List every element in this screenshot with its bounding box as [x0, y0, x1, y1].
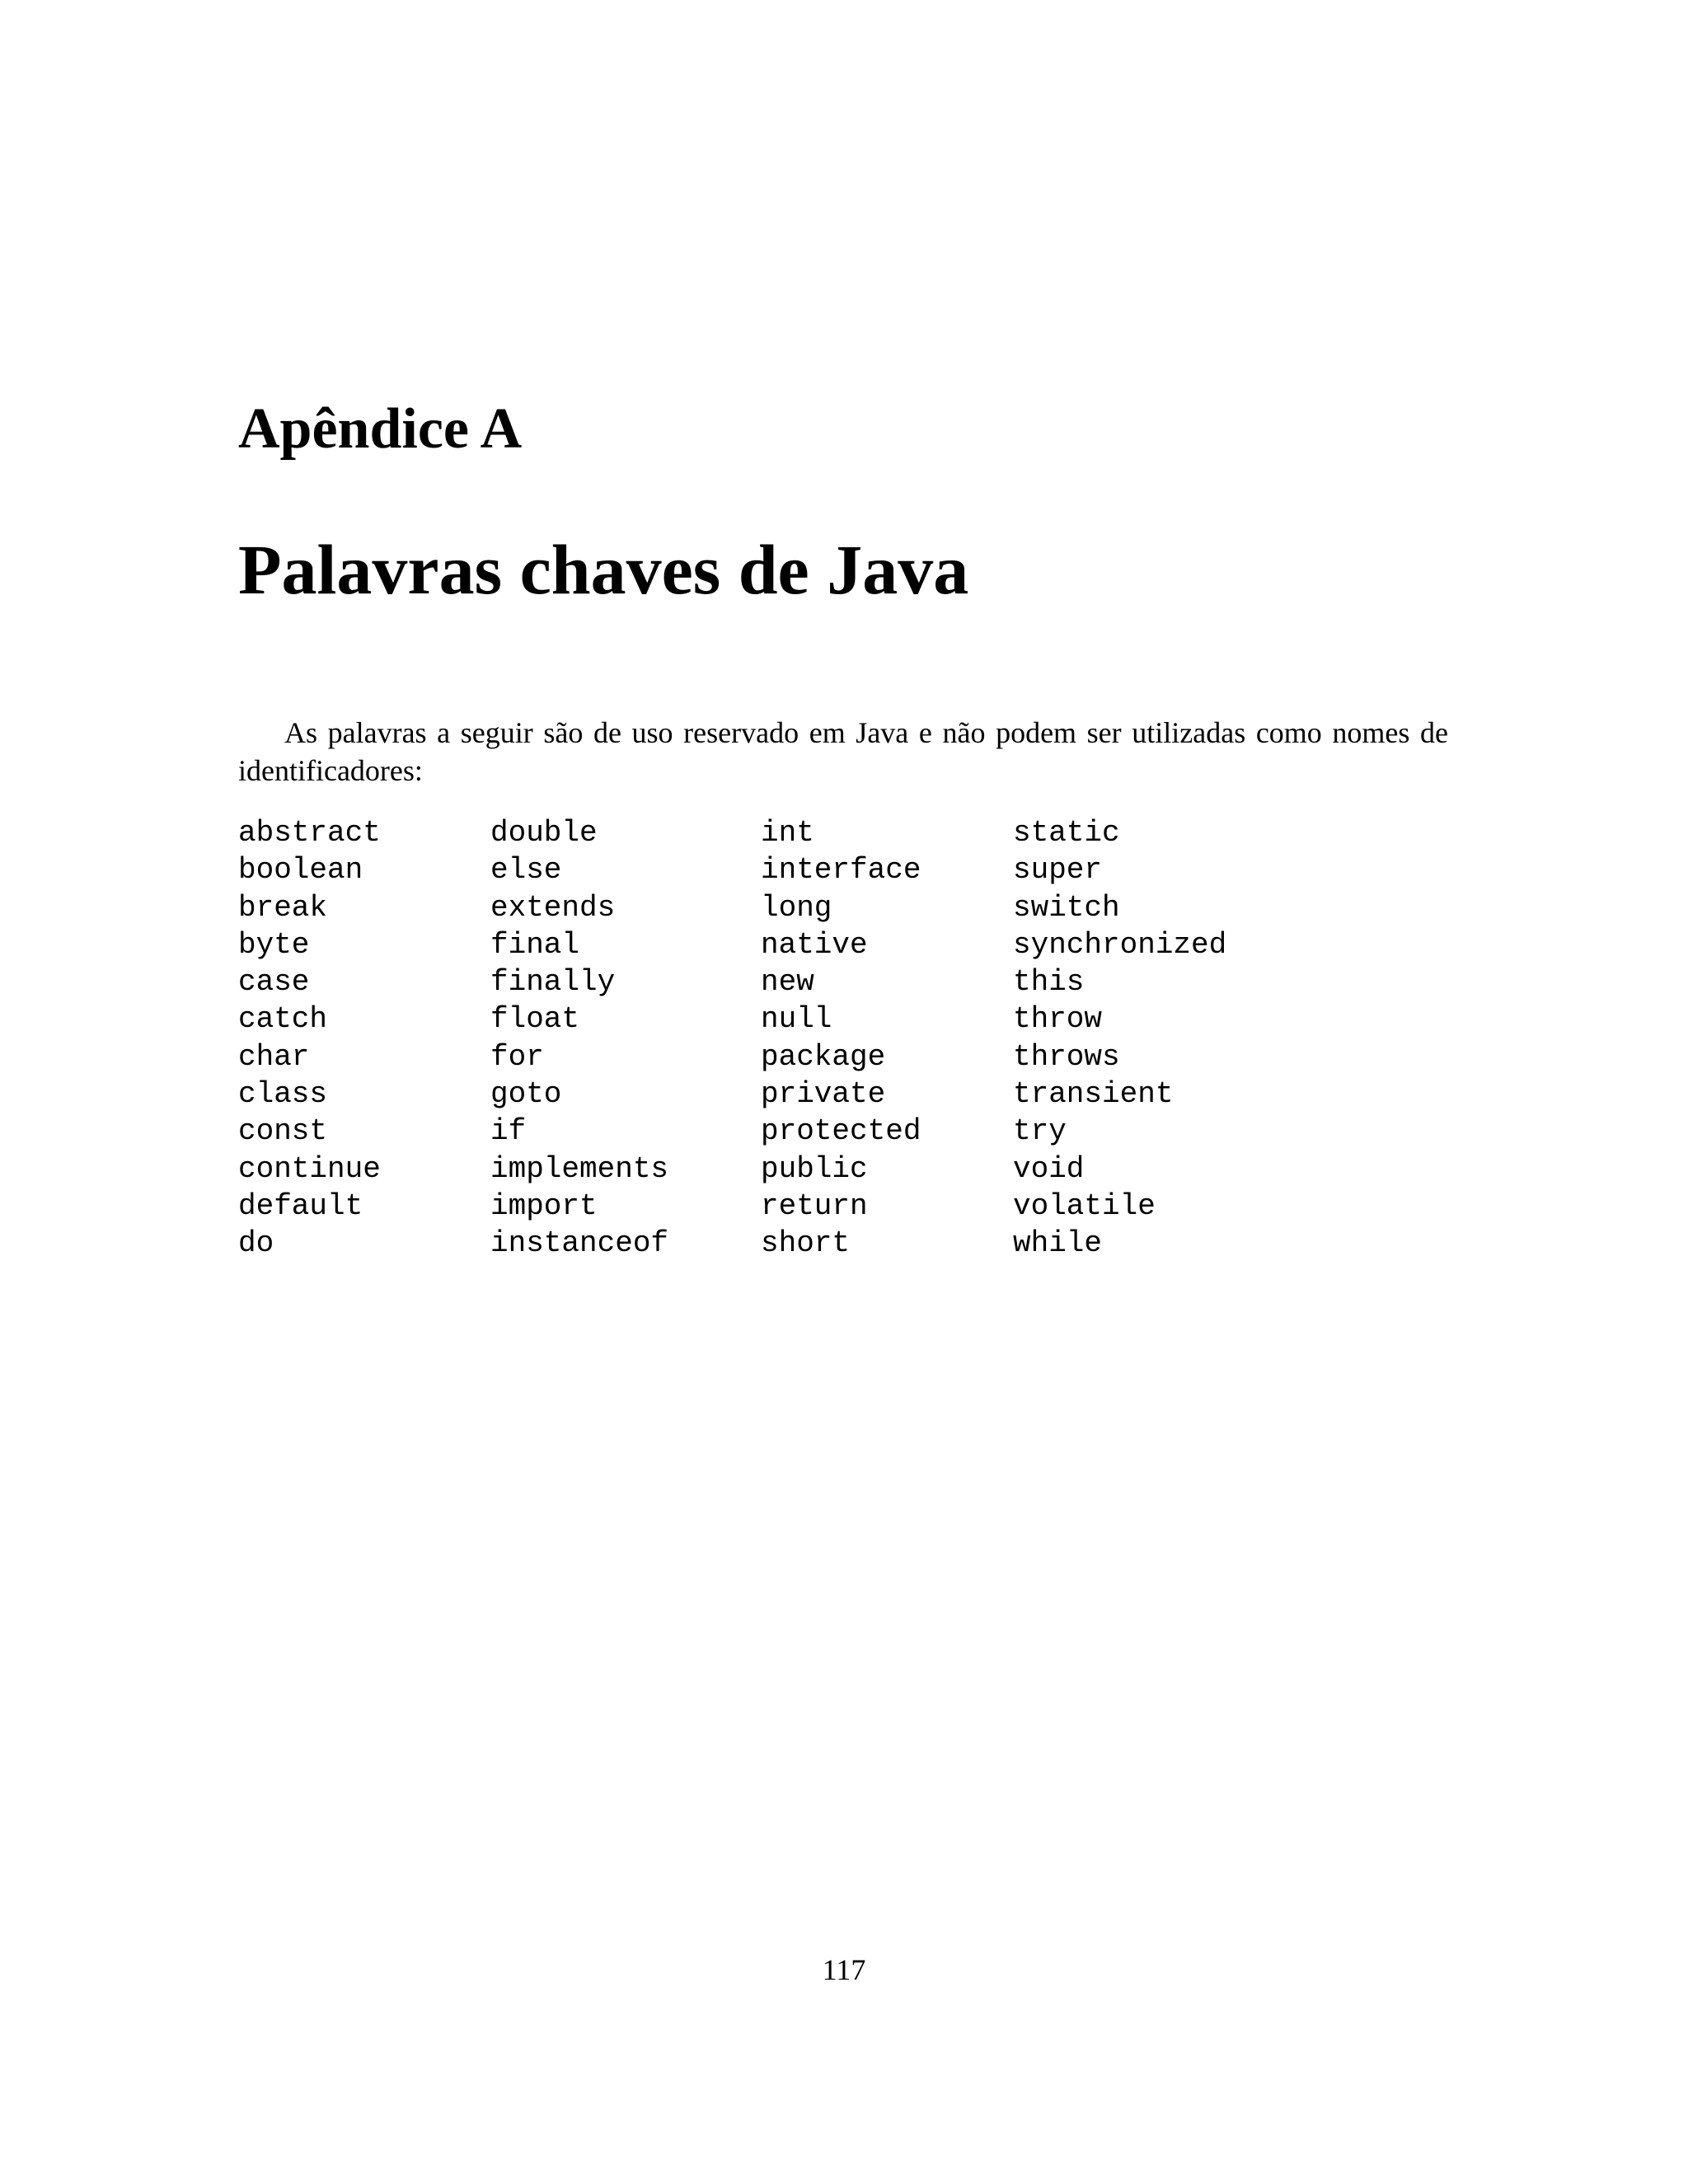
keyword: interface	[761, 853, 921, 888]
keyword: else	[490, 853, 562, 888]
chapter-title: Palavras chaves de Java	[238, 530, 969, 609]
keyword: protected	[761, 1114, 921, 1149]
keyword: int	[761, 816, 814, 850]
keyword: instanceof	[490, 1226, 669, 1261]
keyword: final	[490, 927, 580, 962]
keyword: void	[1013, 1151, 1085, 1186]
keyword: while	[1013, 1226, 1103, 1261]
keyword: this	[1013, 965, 1085, 1000]
intro-paragraph: As palavras a seguir são de uso reservado em Java e não podem ser utilizadas como nomes de identificadores:	[238, 716, 1448, 787]
keyword: abstract	[238, 816, 381, 850]
keyword: native	[761, 927, 868, 962]
keyword: null	[761, 1002, 832, 1037]
keyword: implements	[490, 1151, 669, 1186]
keyword: if	[490, 1114, 527, 1149]
keyword-column-1	[238, 814, 381, 1263]
keyword: double	[490, 816, 598, 850]
keyword: extends	[490, 890, 616, 925]
keyword: continue	[238, 1151, 381, 1186]
keyword: import	[490, 1188, 598, 1223]
keyword: const	[238, 1114, 328, 1149]
keyword: break	[238, 890, 328, 925]
keyword: return	[761, 1188, 868, 1223]
keyword: switch	[1013, 890, 1120, 925]
appendix-label: Apêndice A	[238, 397, 523, 461]
keyword: try	[1013, 1114, 1067, 1149]
keyword: goto	[490, 1077, 562, 1112]
keyword-column-4	[1013, 814, 1226, 1263]
keyword: catch	[238, 1002, 328, 1037]
keyword-column-2	[490, 814, 668, 1263]
keyword: synchronized	[1013, 927, 1227, 962]
keyword: throws	[1013, 1039, 1120, 1074]
keyword: transient	[1013, 1077, 1174, 1112]
keyword: short	[761, 1226, 851, 1261]
keyword: byte	[238, 927, 310, 962]
keyword: public	[761, 1151, 868, 1186]
keyword: private	[761, 1077, 886, 1112]
keyword: class	[238, 1077, 328, 1112]
keyword: long	[761, 890, 832, 925]
keyword: do	[238, 1226, 274, 1261]
keyword: boolean	[238, 853, 363, 888]
keyword: finally	[490, 965, 616, 1000]
keyword: char	[238, 1039, 310, 1074]
page-number: 117	[822, 1953, 866, 1986]
keyword: default	[238, 1188, 363, 1223]
keyword: float	[490, 1002, 580, 1037]
keyword: for	[490, 1039, 544, 1074]
keyword: case	[238, 965, 310, 1000]
keyword: super	[1013, 853, 1103, 888]
keyword: new	[761, 965, 814, 1000]
keyword: throw	[1013, 1002, 1103, 1037]
keyword-column-3	[761, 814, 921, 1263]
keyword: package	[761, 1039, 886, 1074]
keyword: static	[1013, 816, 1120, 850]
keyword: volatile	[1013, 1188, 1156, 1223]
